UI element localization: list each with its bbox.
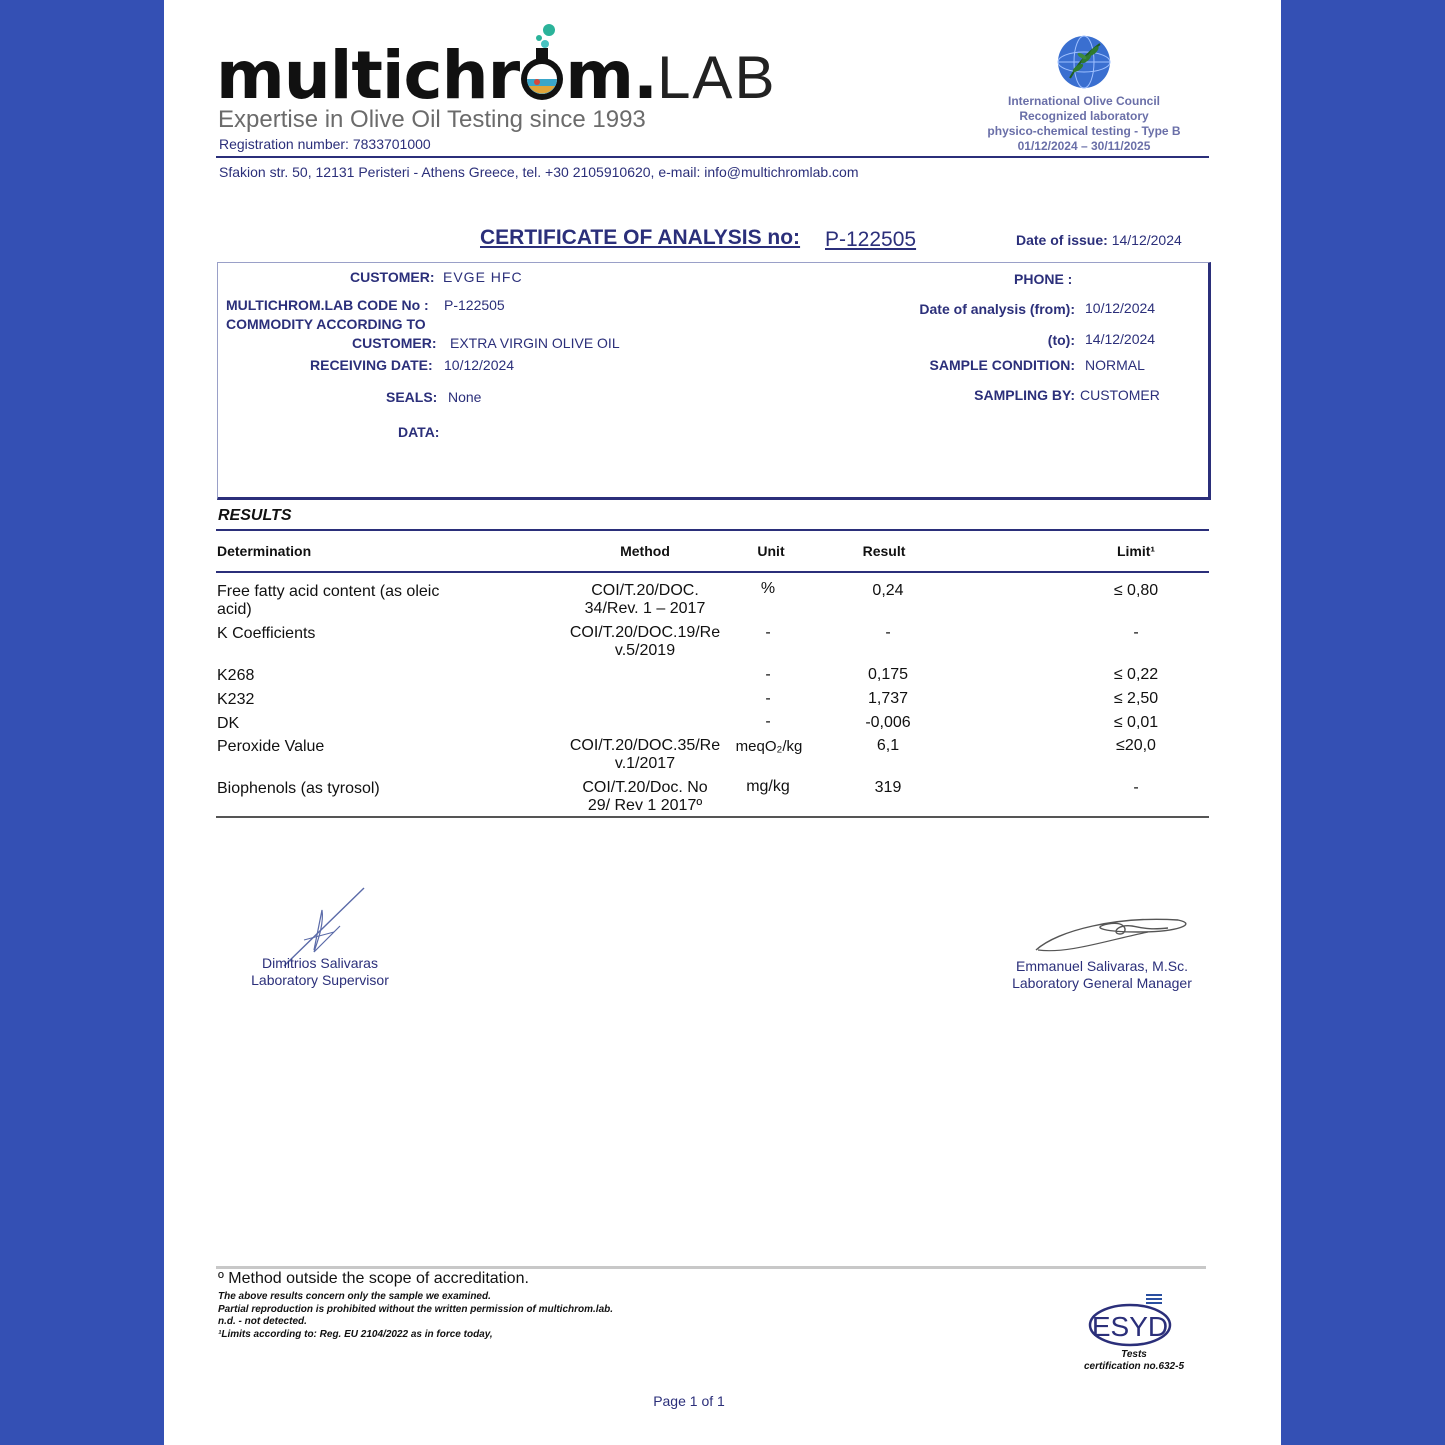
footer-rule	[216, 1266, 1206, 1269]
analysis-from-value: 10/12/2024	[1085, 300, 1156, 316]
esyd-line-2: certification no.632-5	[1083, 1361, 1185, 1372]
ioc-line-4: 01/12/2024 – 30/11/2025	[1017, 139, 1151, 153]
manager-signature	[1028, 910, 1198, 960]
code-value: P-122505	[444, 297, 505, 313]
col-determination: Determination	[217, 543, 312, 559]
results-top-rule	[216, 529, 1209, 531]
receiving-date-label: RECEIVING DATE:	[310, 357, 433, 373]
seals-value: None	[448, 389, 482, 405]
row2-determination: K Coefficients	[217, 625, 316, 642]
row7-unit: mg/kg	[746, 778, 790, 795]
certificate-page	[164, 0, 1281, 1445]
row5-limit: ≤ 0,01	[1113, 714, 1159, 731]
customer-value: EVGE HFC	[443, 269, 523, 285]
manager-name: Emmanuel Salivaras, M.Sc.	[1016, 958, 1188, 974]
row5-determination: DK	[217, 715, 240, 732]
commodity-customer-label: CUSTOMER:	[352, 335, 437, 351]
tagline: Expertise in Olive Oil Testing since 1993	[218, 106, 646, 133]
row1-method: COI/T.20/DOC.	[591, 582, 699, 599]
certificate-number: P-122505	[825, 228, 917, 251]
date-of-issue	[1016, 232, 1182, 248]
row2-limit: -	[1133, 624, 1139, 641]
row1-determination: Free fatty acid content (as oleic	[217, 583, 440, 600]
header-divider	[216, 156, 1209, 158]
col-limit: Limit¹	[1116, 543, 1156, 559]
footer-line-1: The above results concern only the sample we examined.	[218, 1291, 491, 1302]
code-label: MULTICHROM.LAB CODE No :	[226, 297, 429, 313]
row3-result: 0,175	[867, 666, 909, 683]
row3-determination: K268	[217, 667, 255, 684]
issue-value: 14/12/2024	[1111, 232, 1182, 248]
ioc-line-1: International Olive Council	[1007, 94, 1161, 108]
issue-label: Date of issue:	[1016, 232, 1108, 248]
footer-line-4: ¹Limits according to: Reg. EU 2104/2022 as in force today,	[218, 1329, 493, 1340]
analysis-to-label: (to):	[1047, 332, 1075, 348]
esyd-line-1: Tests	[1121, 1349, 1147, 1360]
row2-method: COI/T.20/DOC.19/Re	[569, 624, 721, 641]
accreditation-note: º Method outside the scope of accreditation.	[218, 1270, 529, 1287]
sample-condition-value: NORMAL	[1085, 357, 1145, 373]
row6-determination: Peroxide Value	[217, 738, 325, 755]
row4-limit: ≤ 2,50	[1113, 690, 1159, 707]
sampling-by-label: SAMPLING BY:	[974, 387, 1075, 403]
footer-line-3: n.d. - not detected.	[218, 1316, 307, 1327]
data-label: DATA:	[398, 424, 440, 440]
lab-address: Sfakion str. 50, 12131 Peristeri - Athens Greece, tel. +30 2105910620, e-mail: info@multichromlab.com	[219, 164, 859, 180]
row6-result: 6,1	[876, 737, 900, 754]
row6-method: COI/T.20/DOC.35/Re	[569, 737, 721, 754]
sample-condition-label: SAMPLE CONDITION:	[929, 357, 1075, 373]
row4-unit: -	[765, 690, 771, 707]
sampling-by-value: CUSTOMER	[1080, 387, 1160, 403]
col-result: Result	[862, 543, 906, 559]
phone-label: PHONE :	[1014, 271, 1073, 287]
ioc-recognition	[960, 94, 1208, 154]
commodity-value: EXTRA VIRGIN OLIVE OIL	[450, 335, 620, 351]
customer-label: CUSTOMER:	[350, 269, 435, 285]
row2-method-cont: v.5/2019	[614, 642, 676, 659]
receiving-date-value: 10/12/2024	[444, 357, 515, 373]
row3-limit: ≤ 0,22	[1113, 666, 1159, 683]
ioc-line-3: physico-chemical testing - Type B	[987, 124, 1181, 138]
col-method: Method	[620, 543, 670, 559]
row7-method: COI/T.20/Doc. No	[582, 779, 708, 796]
esyd-logo	[1088, 1292, 1174, 1348]
manager-title: Laboratory General Manager	[1012, 975, 1192, 991]
row6-method-cont: v.1/2017	[614, 755, 676, 772]
registration-number: Registration number: 7833701000	[219, 136, 431, 152]
footer-line-2: Partial reproduction is prohibited without the written permission of multichrom.lab.	[218, 1304, 614, 1315]
row1-result: 0,24	[872, 582, 904, 599]
results-header-rule	[216, 571, 1209, 573]
analysis-to-value: 14/12/2024	[1085, 331, 1156, 347]
row3-unit: -	[765, 666, 771, 683]
row7-limit: -	[1133, 779, 1139, 796]
row7-determination: Biophenols (as tyrosol)	[217, 780, 380, 797]
row6-unit: meqO₂/kg	[735, 738, 803, 755]
results-title: RESULTS	[218, 507, 292, 524]
logo-lab: LAB	[657, 44, 777, 111]
ioc-globe-icon	[1056, 34, 1112, 90]
row4-determination: K232	[217, 691, 255, 708]
certificate-title: CERTIFICATE OF ANALYSIS no:	[480, 226, 801, 249]
page-number: Page 1 of 1	[653, 1393, 725, 1409]
row1-limit: ≤ 0,80	[1113, 582, 1159, 599]
row4-result: 1,737	[867, 690, 909, 707]
row2-unit: -	[765, 624, 771, 641]
commodity-label: COMMODITY ACCORDING TO	[226, 316, 426, 332]
esyd-logo-text: ESYD	[1091, 1311, 1169, 1342]
logo-suffix: m.	[565, 37, 658, 114]
row2-result: -	[885, 624, 891, 641]
row1-method-cont: 34/Rev. 1 – 2017	[584, 600, 706, 617]
results-bottom-rule	[216, 816, 1209, 818]
row6-limit: ≤20,0	[1116, 737, 1156, 754]
supervisor-title: Laboratory Supervisor	[251, 972, 389, 988]
row1-unit: %	[760, 580, 776, 597]
row7-result: 319	[874, 779, 902, 796]
row7-method-cont: 29/ Rev 1 2017º	[587, 797, 703, 814]
logo-prefix: multichr	[216, 37, 520, 114]
col-unit: Unit	[757, 543, 785, 559]
row1-determination-cont: acid)	[217, 601, 252, 618]
row5-unit: -	[765, 713, 771, 730]
supervisor-name: Dimitrios Salivaras	[262, 955, 378, 971]
analysis-from-label: Date of analysis (from):	[919, 301, 1075, 317]
ioc-line-2: Recognized laboratory	[1019, 109, 1149, 123]
row5-result: -0,006	[865, 714, 911, 731]
seals-label: SEALS:	[386, 389, 438, 405]
flask-icon	[519, 48, 565, 104]
